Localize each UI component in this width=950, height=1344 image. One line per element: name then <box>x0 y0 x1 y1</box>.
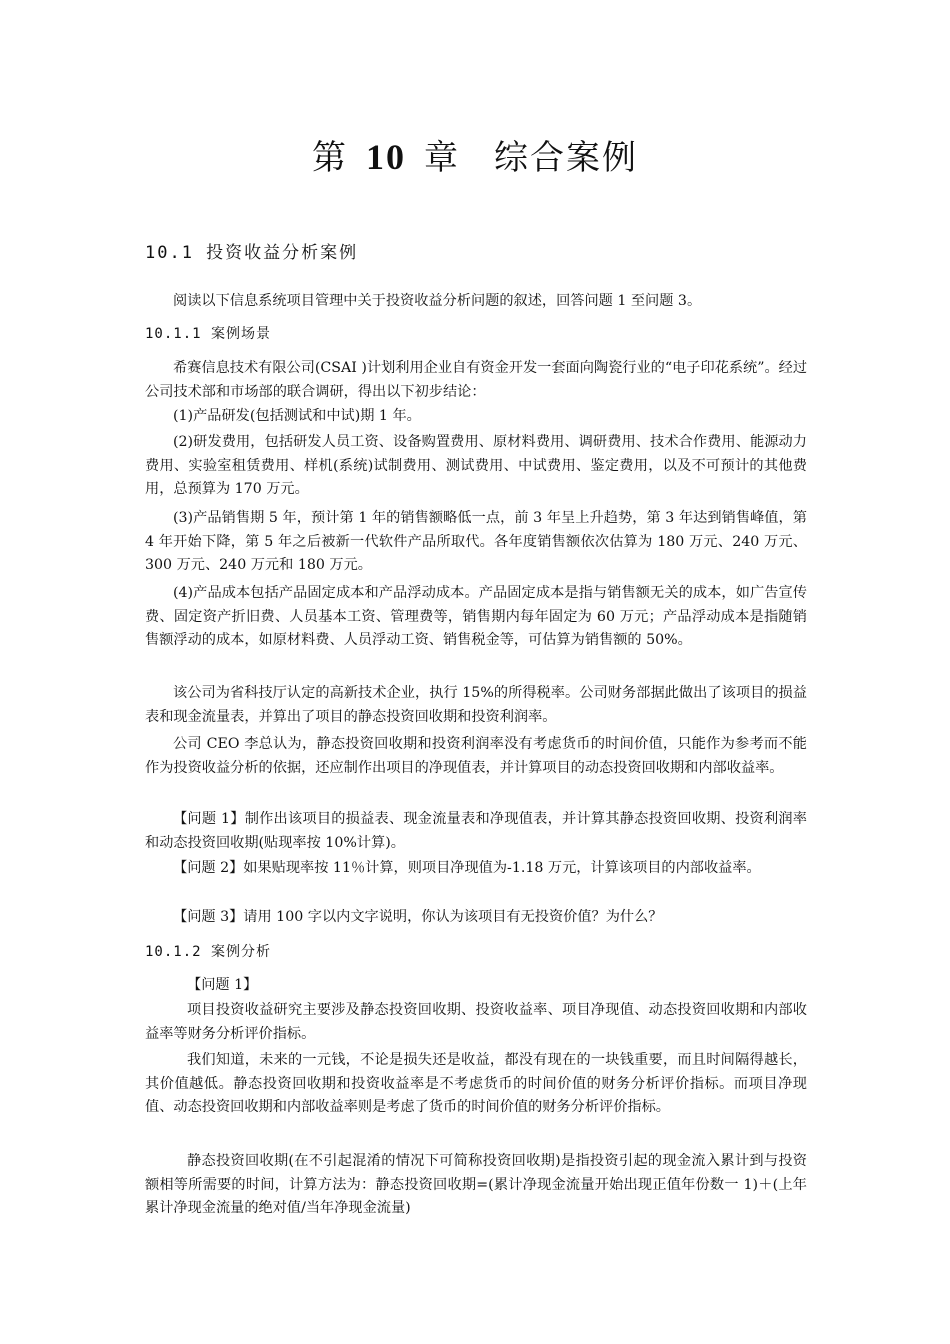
analysis-question-label: 【问题 1】 <box>187 977 258 993</box>
question-1: 【问题 1】制作出该项目的损益表、现金流量表和净现值表，并计算其静态投资回收期、投资利润率和动态投资回收期(贴现率按 10%计算)。 <box>145 811 807 851</box>
chapter-suffix: 章 <box>424 138 460 178</box>
question-2: 【问题 2】如果贴现率按 11％计算，则项目净现值为-1.18 万元，计算该项目的内部收益率。 <box>173 860 761 876</box>
chapter-prefix: 第 <box>312 138 348 178</box>
chapter-name: 综合案例 <box>494 138 638 178</box>
intro-paragraph: 阅读以下信息系统项目管理中关于投资收益分析问题的叙述，回答问题 1 至问题 3。 <box>173 293 702 309</box>
case-paragraph: 该公司为省科技厅认定的高新技术企业，执行 15%的所得税率。公司财务部据此做出了该项目的损益表和现金流量表，并算出了项目的静态投资回收期和投资利润率。 <box>145 685 807 725</box>
case-paragraph: (4)产品成本包括产品固定成本和产品浮动成本。产品固定成本是指与销售额无关的成本，如广告宣传费、固定资产折旧费、人员基本工资、管理费等，销售期内每年固定为 60 万元；产品浮动成本是指随销售额浮动的成本，如原材料费、人员浮动工资、销售税金等，可估算为销售额的 50%。 <box>145 585 807 648</box>
case-paragraph: (3)产品销售期 5 年，预计第 1 年的销售额略低一点，前 3 年呈上升趋势，第 3 年达到销售峰值，第 4 年开始下降，第 5 年之后被新一代软件产品所取代。各年度销售额依次估算为 180 万元、240 万元、300 万元、240 万元和 180 万元。 <box>145 510 807 573</box>
analysis-paragraph: 我们知道，未来的一元钱，不论是损失还是收益，都没有现在的一块钱重要，而且时间隔得越长，其价值越低。静态投资回收期和投资收益率是不考虑货币的时间价值的财务分析评价指标。而项目净现值、动态投资回收期和内部收益率则是考虑了货币的时间价值的财务分析评价指标。 <box>145 1052 807 1115</box>
analysis-paragraph: 项目投资收益研究主要涉及静态投资回收期、投资收益率、项目净现值、动态投资回收期和内部收益率等财务分析评价指标。 <box>145 1002 807 1042</box>
case-paragraph: (1)产品研发(包括测试和中试)期 1 年。 <box>173 408 421 424</box>
question-3: 【问题 3】请用 100 字以内文字说明，你认为该项目有无投资价值？为什么？ <box>173 909 663 925</box>
chapter-number: 10 <box>366 137 406 177</box>
subsection-heading-scenario: 10.1.1 案例场景 <box>145 326 272 342</box>
section-heading: 10.1 投资收益分析案例 <box>145 243 359 263</box>
subsection-heading-analysis: 10.1.2 案例分析 <box>145 944 272 960</box>
analysis-paragraph: 静态投资回收期(在不引起混淆的情况下可简称投资回收期)是指投资引起的现金流入累计到与投资额相等所需要的时间，计算方法为：静态投资回收期=(累计净现金流量开始出现正值年份数一 1)＋(上年累计净现金流量的绝对值/当年净现金流量) <box>145 1153 807 1216</box>
case-paragraph: 公司 CEO 李总认为，静态投资回收期和投资利润率没有考虑货币的时间价值，只能作为参考而不能作为投资收益分析的依据，还应制作出项目的净现值表，并计算项目的动态投资回收期和内部收益率。 <box>145 736 807 776</box>
case-paragraph: 希赛信息技术有限公司(CSAI )计划利用企业自有资金开发一套面向陶瓷行业的“电子印花系统”。经过公司技术部和市场部的联合调研，得出以下初步结论： <box>145 360 808 400</box>
case-paragraph: (2)研发费用，包括研发人员工资、设备购置费用、原材料费用、调研费用、技术合作费用、能源动力费用、实验室租赁费用、样机(系统)试制费用、测试费用、中试费用、鉴定费用，以及不可预计的其他费用，总预算为 170 万元。 <box>145 434 807 497</box>
chapter-title <box>0 130 950 179</box>
